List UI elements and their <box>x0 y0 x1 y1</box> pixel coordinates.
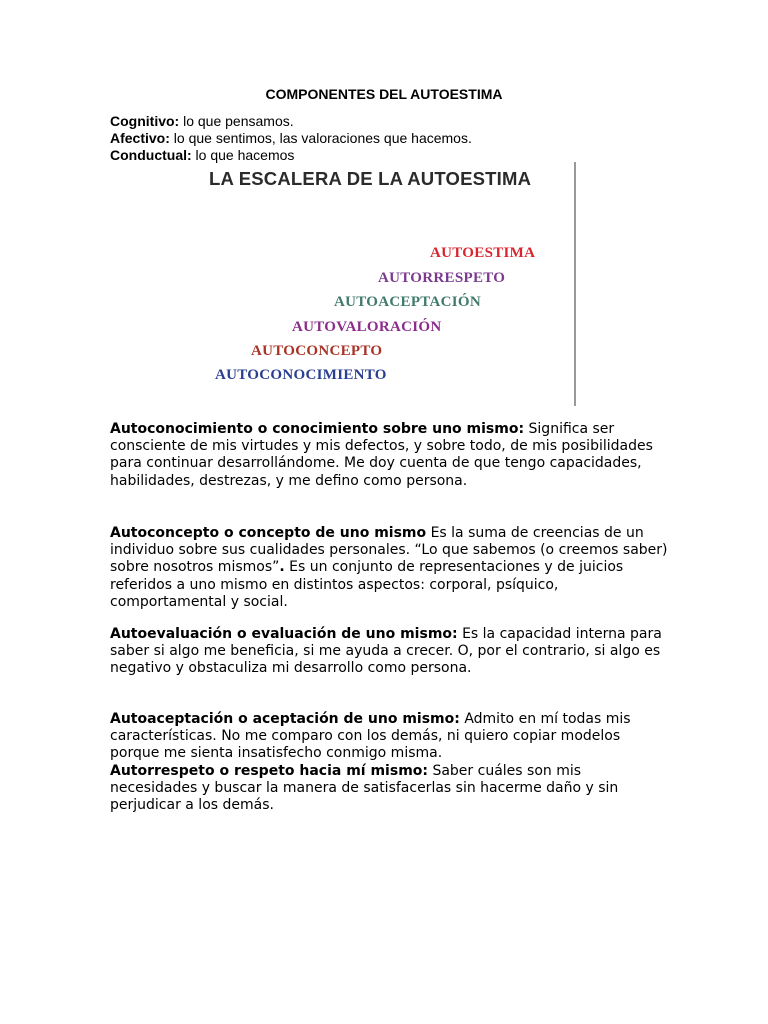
ladder-step-autorrespeto: AUTORRESPETO <box>378 270 506 286</box>
paragraph-text-autorrespeto: Saber cuáles son mis necesidades y buscar la manera de satisfacerlas sin hacerme daño y sin perjudicar a los demás. <box>110 762 619 814</box>
component-label: Afectivo: <box>110 130 170 146</box>
component-text: lo que pensamos. <box>179 113 294 129</box>
components-list <box>110 113 670 164</box>
paragraph-heading: Autoevaluación o evaluación de uno mismo: <box>110 626 458 642</box>
ladder-step-autoaceptacion: AUTOACEPTACIÓN <box>334 294 481 310</box>
page-title: COMPONENTES DEL AUTOESTIMA <box>265 86 503 102</box>
paragraph-heading: Autoconocimiento o conocimiento sobre uno mismo: <box>110 421 525 437</box>
paragraph-heading-autorrespeto: Autorrespeto o respeto hacia mí mismo: <box>110 762 428 779</box>
paragraph-autoconcepto <box>110 525 670 611</box>
component-afectivo <box>110 130 670 147</box>
paragraph-text-continued: Es un conjunto de representaciones y de juicios referidos a uno mismo en distintos aspectos: corporal, psíquico, comportamental y social. <box>110 559 624 610</box>
component-text: lo que sentimos, las valoraciones que hacemos. <box>169 130 472 146</box>
paragraph-text: Es la capacidad interna para saber si algo me beneficia, si me ayuda a crecer. O, por el contrario, si algo es negativo y obstaculiza mi desarrollo como persona. <box>110 626 662 677</box>
paragraph-text: Admito en mí todas mis características. No me comparo con los demás, ni quiero copiar modelos porque me sienta insatisfecho conmigo misma. <box>110 711 631 762</box>
component-label: Conductual: <box>110 147 192 163</box>
paragraph-text: Significa ser consciente de mis virtudes y mis defectos, y sobre todo, de mis posibilidades para continuar desarrollándome. Me doy cuenta de que tengo capacidades, habilidades, destrezas, y me defino como persona. <box>110 421 653 489</box>
figure-title: LA ESCALERA DE LA AUTOESTIMA <box>209 168 532 189</box>
paragraph-autoaceptacion <box>110 711 670 814</box>
ladder-step-autoconocimiento: AUTOCONOCIMIENTO <box>215 367 387 383</box>
paragraph-bold-period: . <box>279 559 285 576</box>
ladder-step-autovaloracion: AUTOVALORACIÓN <box>292 319 442 335</box>
ladder-step-autoconcepto: AUTOCONCEPTO <box>251 343 383 359</box>
paragraph-autoconocimiento <box>110 421 670 490</box>
paragraph-autoevaluacion <box>110 626 670 678</box>
self-esteem-ladder-figure <box>205 162 580 408</box>
component-text: lo que hacemos <box>191 147 295 163</box>
paragraph-heading: Autoconcepto o concepto de uno mismo <box>110 525 427 541</box>
component-cognitivo <box>110 113 670 130</box>
figure-divider <box>574 162 576 406</box>
ladder-step-autoestima: AUTOESTIMA <box>430 245 536 261</box>
paragraph-heading: Autoaceptación o aceptación de uno mismo: <box>110 711 460 727</box>
paragraph-text: Es la suma de creencias de un individuo sobre sus cualidades personales. “Lo que sabemos (o creemos saber) sobre nosotros mismos” <box>110 525 668 576</box>
component-label: Cognitivo: <box>110 113 180 129</box>
